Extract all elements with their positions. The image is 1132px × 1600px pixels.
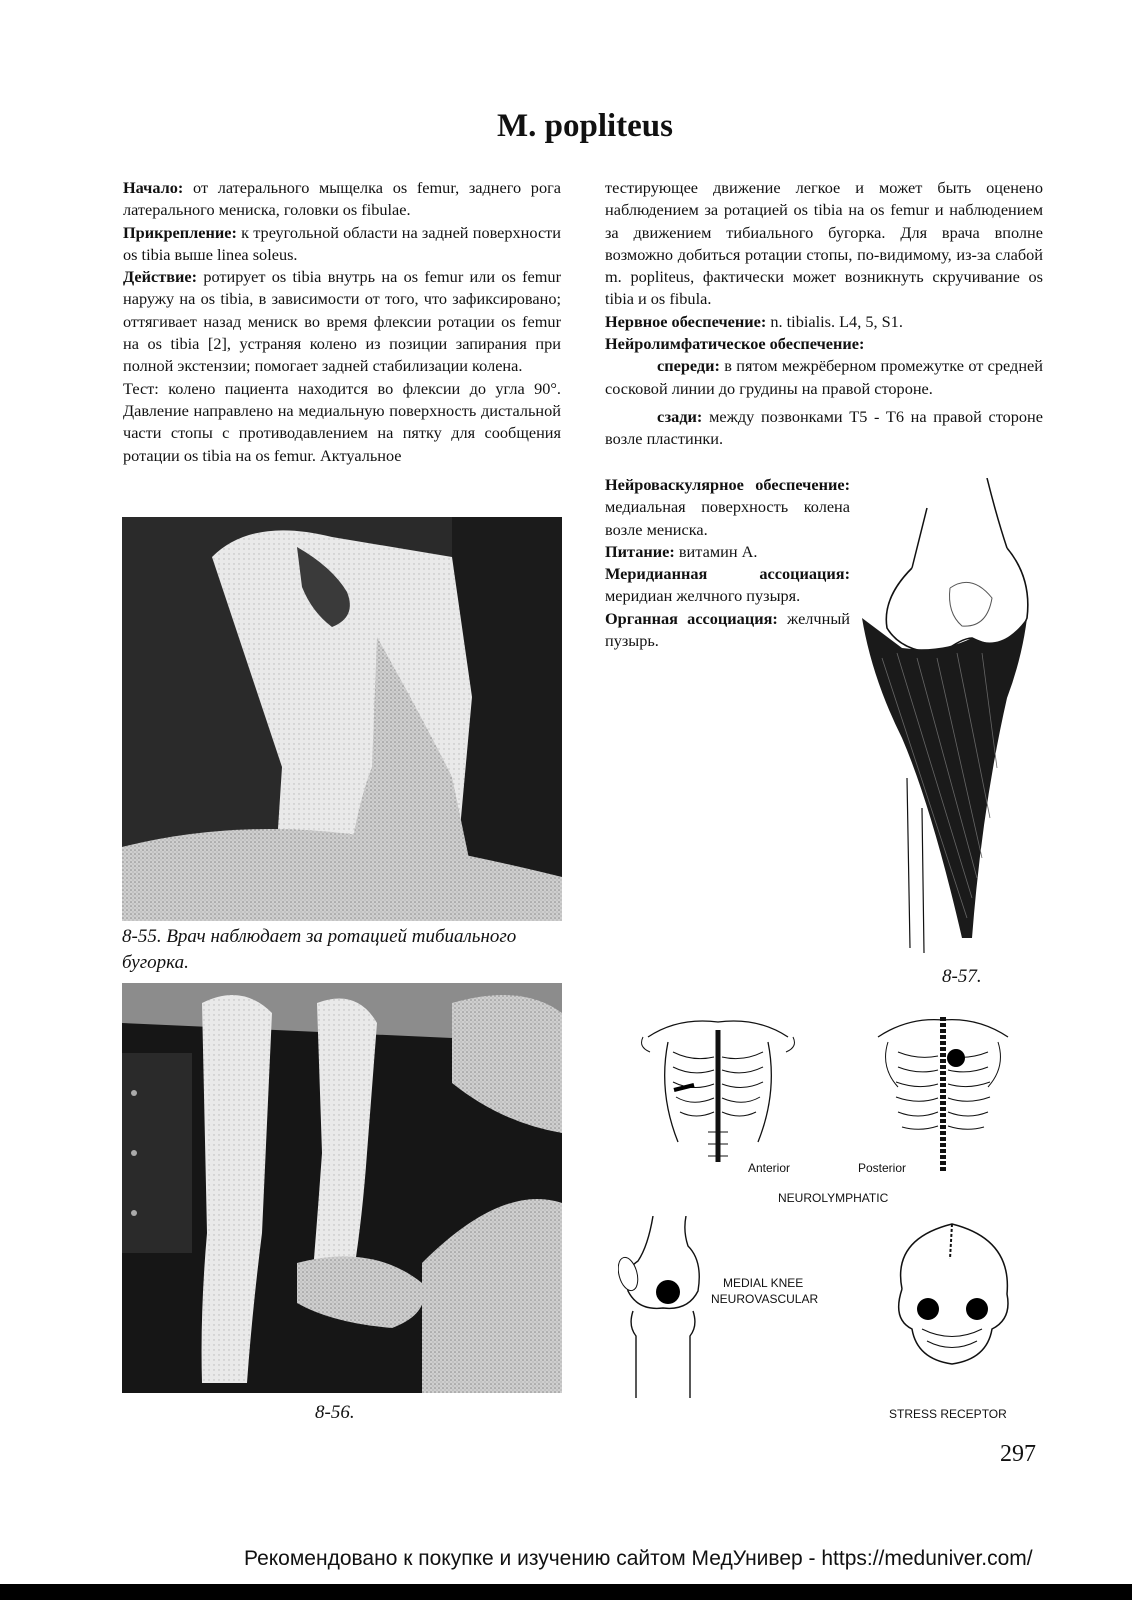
popliteus-muscle-drawing — [862, 478, 1037, 958]
spine-posterior-drawing — [868, 1012, 1018, 1177]
left-text-column — [123, 177, 561, 467]
footer-recommendation: Рекомендовано к покупке и изучению сайтом МедУнивер - https://meduniver.com/ — [244, 1547, 1033, 1570]
front-paragraph: спереди: в пятом межрёберном промежутке от средней сосковой линии до грудины на правой стороне. — [605, 356, 1043, 398]
action-paragraph — [123, 266, 561, 377]
neurovascular-paragraph: Нейроваскулярное обеспечение: медиальная поверхность колена возле мениска. — [605, 475, 850, 539]
test-paragraph: Тест: колено пациента находится во флексии до угла 90°. Давление направлено на медиальную поверхность дистальной части стопы с противодавлением на пятку для сообщения ротации os tibia на os femur. Актуальное — [123, 378, 561, 465]
nutrition-label: Питание: — [605, 541, 675, 561]
page-number: 297 — [1000, 1441, 1036, 1467]
legs-photo-illustration — [122, 983, 562, 1393]
origin-text: от латерального мыщелка os femur, заднего рога латерального мениска, головки os fibulae. — [123, 178, 561, 220]
origin-label: Начало: — [123, 178, 184, 197]
anterior-ribcage-diagram — [638, 1012, 798, 1177]
figure-8-56-label: 8-56. — [315, 1402, 355, 1423]
neurovascular-label: Нейроваскулярное обеспечение: — [605, 475, 850, 494]
organ-paragraph: Органная ассоциация: желчный пузырь. — [605, 608, 850, 651]
anterior-label: Anterior — [748, 1161, 791, 1175]
nerve-label: Нервное обеспечение: — [605, 311, 767, 331]
origin-paragraph — [123, 177, 561, 222]
medial-knee-label: MEDIAL KNEE — [723, 1276, 804, 1290]
right-narrow-column — [605, 474, 850, 652]
neurolymphatic-heading: Нейролимфатическое обеспечение: — [605, 334, 865, 354]
medial-knee-diagram — [618, 1216, 718, 1398]
front-label: спереди: — [657, 356, 720, 376]
meridian-paragraph: Меридианная ассоциация: меридиан желчного пузыря. — [605, 564, 850, 606]
neurovascular-label: NEUROVASCULAR — [711, 1292, 819, 1306]
test-continuation: тестирующее движение легкое и может быть оценено наблюдением за ротацией os tibia на os femur и наблюдением за движением тибиального бугорка. Для врача вполне возможно добиться ротации стопы, по-видимому, из-за слабой m. popliteus, фактически может возникнуть скручивание os tibia и os fibula. — [605, 178, 1043, 309]
insertion-text: к треугольной области на задней поверхности os tibia выше linea soleus. — [123, 222, 561, 264]
action-label: Действие: — [123, 267, 198, 287]
back-label: сзади: — [657, 406, 703, 426]
ribcage-anterior-drawing — [638, 1012, 798, 1177]
skull-drawing — [882, 1219, 1022, 1381]
knee-bones-drawing — [618, 1216, 718, 1398]
nerve-text: n. tibialis. L4, 5, S1. — [770, 311, 903, 331]
knee-test-photo-illustration — [122, 517, 562, 921]
posterior-spine-diagram — [868, 1012, 1018, 1177]
figure-8-55-photo — [122, 517, 562, 921]
insertion-label: Прикрепление: — [123, 222, 237, 242]
action-text: ротирует os tibia внутрь на os femur или os femur наружу на os tibia, в зависимости от того, что зафиксировано; оттягивает назад мениск во время флексии ротации os femur на os tibia [2], устраняя колено из позиции запирания при полной экстензии; помогает задней стабилизации колена. — [123, 267, 561, 376]
nutrition-paragraph: Питание: витамин А. — [605, 541, 758, 561]
figure-8-57-label: 8-57. — [942, 966, 982, 987]
figure-8-57-illustration — [862, 478, 1037, 958]
back-paragraph: сзади: между позвонками T5 - T6 на правой стороне возле пластинки. — [605, 406, 1043, 449]
figure-8-55-caption: 8-55. Врач наблюдает за ротацией тибиального бугорка. — [122, 926, 517, 973]
stress-receptor-skull-diagram — [882, 1219, 1022, 1381]
bottom-border — [0, 1584, 1132, 1600]
stress-receptor-label: STRESS RECEPTOR — [889, 1407, 1007, 1421]
meridian-label: Меридианная ассоциация: — [605, 564, 850, 584]
nerve-paragraph — [605, 311, 1043, 333]
figure-8-56-photo — [122, 983, 562, 1393]
organ-label: Органная ассоциация: — [605, 608, 778, 628]
insertion-paragraph — [123, 222, 561, 267]
page-title: M. popliteus — [496, 108, 674, 144]
neurolymphatic-label: NEUROLYMPHATIC — [778, 1191, 889, 1205]
posterior-label: Posterior — [858, 1161, 907, 1175]
right-text-column — [605, 177, 1043, 451]
